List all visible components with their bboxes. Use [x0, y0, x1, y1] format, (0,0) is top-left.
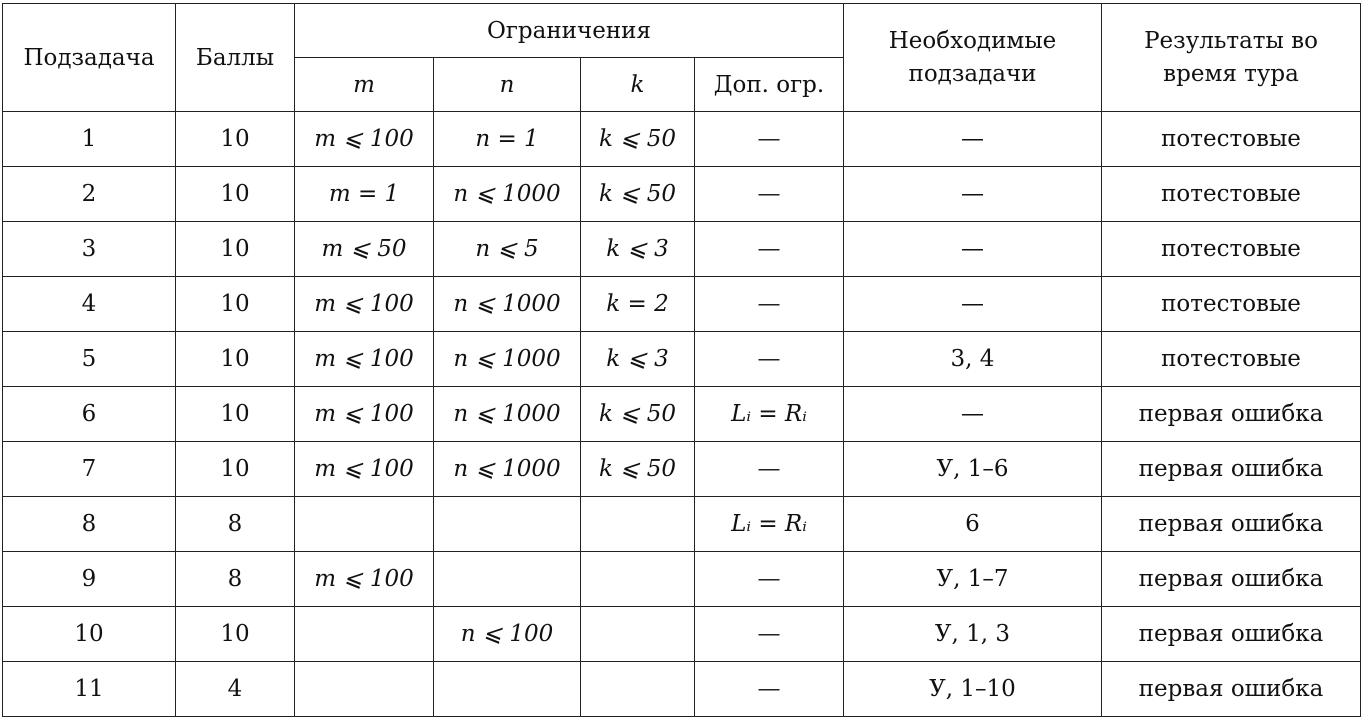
cell-results: первая ошибка [1102, 497, 1361, 552]
cell-subtask: 8 [3, 497, 176, 552]
cell-results: потестовые [1102, 222, 1361, 277]
cell-m: m ⩽ 100 [295, 112, 434, 167]
cell-required: — [844, 222, 1102, 277]
subtasks-table [2, 3, 1361, 717]
table-row [3, 387, 1361, 442]
cell-k: k = 2 [581, 277, 695, 332]
cell-k [581, 662, 695, 717]
cell-results: потестовые [1102, 277, 1361, 332]
cell-results: первая ошибка [1102, 662, 1361, 717]
cell-results: потестовые [1102, 112, 1361, 167]
cell-results: потестовые [1102, 332, 1361, 387]
cell-extra: — [695, 222, 844, 277]
cell-extra: — [695, 167, 844, 222]
cell-n: n ⩽ 1000 [434, 387, 581, 442]
cell-m: m ⩽ 100 [295, 332, 434, 387]
cell-n: n ⩽ 5 [434, 222, 581, 277]
cell-extra: Lᵢ = Rᵢ [695, 387, 844, 442]
cell-points: 10 [176, 387, 295, 442]
header-row-top [3, 4, 1361, 58]
cell-k: k ⩽ 50 [581, 112, 695, 167]
cell-points: 10 [176, 607, 295, 662]
cell-points: 10 [176, 332, 295, 387]
cell-m [295, 662, 434, 717]
cell-extra: — [695, 277, 844, 332]
cell-required: — [844, 112, 1102, 167]
cell-extra: Lᵢ = Rᵢ [695, 497, 844, 552]
cell-n [434, 662, 581, 717]
header-required-line2: подзадачи [908, 60, 1037, 87]
cell-required: У, 1–6 [844, 442, 1102, 497]
cell-n [434, 552, 581, 607]
cell-required: У, 1–7 [844, 552, 1102, 607]
table-row [3, 112, 1361, 167]
cell-points: 8 [176, 497, 295, 552]
cell-subtask: 1 [3, 112, 176, 167]
header-points: Баллы [176, 4, 295, 112]
cell-points: 4 [176, 662, 295, 717]
table-row [3, 222, 1361, 277]
table-row [3, 332, 1361, 387]
cell-subtask: 11 [3, 662, 176, 717]
cell-extra: — [695, 552, 844, 607]
header-results-line1: Результаты во [1144, 27, 1318, 54]
cell-points: 10 [176, 222, 295, 277]
cell-n: n ⩽ 1000 [434, 277, 581, 332]
header-col-extra: Доп. огр. [695, 58, 844, 112]
cell-required: — [844, 277, 1102, 332]
table-row [3, 662, 1361, 717]
cell-k [581, 497, 695, 552]
cell-k [581, 607, 695, 662]
cell-extra: — [695, 332, 844, 387]
header-required-subtasks [844, 4, 1102, 112]
cell-k: k ⩽ 50 [581, 442, 695, 497]
cell-n [434, 497, 581, 552]
cell-subtask: 6 [3, 387, 176, 442]
cell-extra: — [695, 607, 844, 662]
cell-results: первая ошибка [1102, 607, 1361, 662]
cell-subtask: 9 [3, 552, 176, 607]
cell-m: m ⩽ 100 [295, 552, 434, 607]
cell-subtask: 5 [3, 332, 176, 387]
subtasks-table-container [2, 3, 1361, 717]
cell-results: первая ошибка [1102, 387, 1361, 442]
cell-n: n = 1 [434, 112, 581, 167]
cell-k: k ⩽ 3 [581, 222, 695, 277]
cell-n: n ⩽ 1000 [434, 442, 581, 497]
cell-subtask: 3 [3, 222, 176, 277]
cell-required: — [844, 387, 1102, 442]
cell-points: 10 [176, 277, 295, 332]
table-row [3, 277, 1361, 332]
cell-n: n ⩽ 100 [434, 607, 581, 662]
cell-m [295, 607, 434, 662]
table-row [3, 167, 1361, 222]
cell-m: m ⩽ 100 [295, 387, 434, 442]
header-results [1102, 4, 1361, 112]
cell-m: m ⩽ 100 [295, 442, 434, 497]
header-col-m: m [295, 58, 434, 112]
cell-n: n ⩽ 1000 [434, 167, 581, 222]
cell-points: 10 [176, 112, 295, 167]
table-row [3, 497, 1361, 552]
cell-subtask: 10 [3, 607, 176, 662]
cell-k: k ⩽ 50 [581, 167, 695, 222]
cell-m: m ⩽ 100 [295, 277, 434, 332]
cell-subtask: 4 [3, 277, 176, 332]
cell-m: m = 1 [295, 167, 434, 222]
cell-k: k ⩽ 3 [581, 332, 695, 387]
cell-required: 6 [844, 497, 1102, 552]
cell-k: k ⩽ 50 [581, 387, 695, 442]
cell-results: первая ошибка [1102, 552, 1361, 607]
cell-subtask: 2 [3, 167, 176, 222]
cell-n: n ⩽ 1000 [434, 332, 581, 387]
cell-m [295, 497, 434, 552]
table-row [3, 607, 1361, 662]
table-row [3, 552, 1361, 607]
header-col-k: k [581, 58, 695, 112]
cell-required: У, 1, 3 [844, 607, 1102, 662]
header-subtask: Подзадача [3, 4, 176, 112]
header-results-line2: время тура [1163, 60, 1299, 87]
table-row [3, 442, 1361, 497]
cell-required: — [844, 167, 1102, 222]
cell-points: 10 [176, 167, 295, 222]
header-constraints: Ограничения [295, 4, 844, 58]
cell-points: 10 [176, 442, 295, 497]
cell-required: У, 1–10 [844, 662, 1102, 717]
cell-results: первая ошибка [1102, 442, 1361, 497]
header-col-n: n [434, 58, 581, 112]
cell-results: потестовые [1102, 167, 1361, 222]
cell-extra: — [695, 442, 844, 497]
table-body [3, 112, 1361, 717]
cell-extra: — [695, 112, 844, 167]
cell-subtask: 7 [3, 442, 176, 497]
cell-m: m ⩽ 50 [295, 222, 434, 277]
cell-points: 8 [176, 552, 295, 607]
cell-extra: — [695, 662, 844, 717]
cell-k [581, 552, 695, 607]
header-required-line1: Необходимые [888, 27, 1057, 54]
cell-required: 3, 4 [844, 332, 1102, 387]
